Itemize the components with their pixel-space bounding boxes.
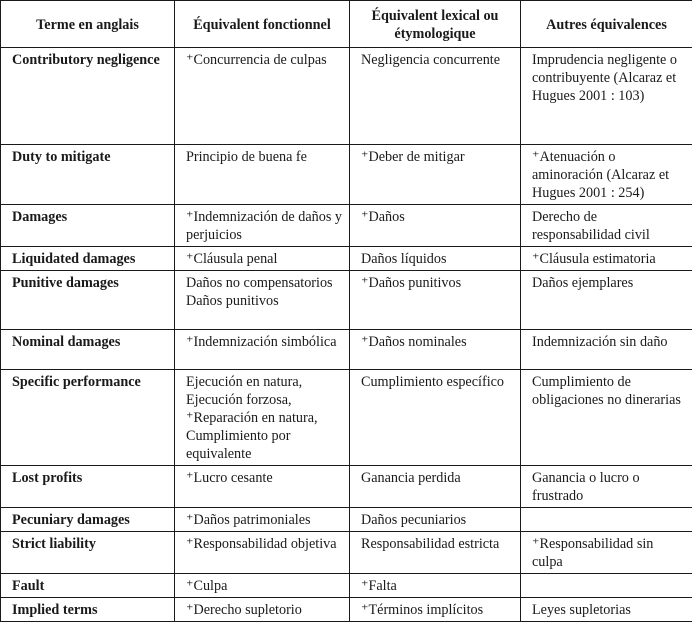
header-autres: Autres équivalences <box>521 1 692 48</box>
fonctionnel-cell <box>175 247 350 271</box>
fonctionnel-cell-text: Ejecución en natura, Ejecución forzosa, ⁺Reparación en natura, Cumplimiento por equivalente <box>186 373 343 463</box>
header-row <box>1 1 692 48</box>
term-cell-text: Duty to mitigate <box>12 148 168 166</box>
autres-cell <box>521 145 692 205</box>
lexical-cell-text: Cumplimiento específico <box>361 373 514 391</box>
fonctionnel-cell <box>175 330 350 370</box>
term-cell <box>1 48 175 145</box>
term-cell-text: Contributory negligence <box>12 51 168 69</box>
term-cell <box>1 247 175 271</box>
fonctionnel-cell <box>175 508 350 532</box>
autres-cell <box>521 330 692 370</box>
table-row <box>1 247 692 271</box>
lexical-cell <box>350 247 521 271</box>
fonctionnel-cell <box>175 466 350 508</box>
lexical-cell <box>350 205 521 247</box>
table-row <box>1 370 692 466</box>
fonctionnel-cell-text: ⁺Derecho supletorio <box>186 601 343 619</box>
table-row <box>1 145 692 205</box>
fonctionnel-cell-text: Daños no compensatorios Daños punitivos <box>186 274 343 310</box>
fonctionnel-cell <box>175 271 350 330</box>
fonctionnel-cell-text: ⁺Concurrencia de culpas <box>186 51 343 69</box>
fonctionnel-cell-text: ⁺Daños patrimoniales <box>186 511 343 529</box>
header-fonctionnel: Équivalent fonctionnel <box>175 1 350 48</box>
term-cell <box>1 271 175 330</box>
autres-cell <box>521 508 692 532</box>
fonctionnel-cell <box>175 532 350 574</box>
table-body <box>1 48 692 622</box>
lexical-cell <box>350 508 521 532</box>
lexical-cell <box>350 532 521 574</box>
autres-cell-text: ⁺Cláusula estimatoria <box>532 250 686 268</box>
autres-cell-text: ⁺Atenuación o aminoración (Alcaraz et Hugues 2001 : 254) <box>532 148 686 202</box>
fonctionnel-cell-text: ⁺Culpa <box>186 577 343 595</box>
lexical-cell-text: ⁺Términos implícitos <box>361 601 514 619</box>
lexical-cell <box>350 466 521 508</box>
lexical-cell-text: Negligencia concurrente <box>361 51 514 69</box>
autres-cell <box>521 205 692 247</box>
header-term: Terme en anglais <box>1 1 175 48</box>
table-row <box>1 574 692 598</box>
term-cell-text: Liquidated damages <box>12 250 168 268</box>
term-cell-text: Specific performance <box>12 373 168 391</box>
fonctionnel-cell <box>175 145 350 205</box>
fonctionnel-cell-text: Principio de buena fe <box>186 148 343 166</box>
term-cell <box>1 508 175 532</box>
autres-cell <box>521 532 692 574</box>
table-row <box>1 466 692 508</box>
term-cell <box>1 205 175 247</box>
header-lexical: Équivalent lexical ou étymologique <box>350 1 521 48</box>
fonctionnel-cell-text: ⁺Responsabilidad objetiva <box>186 535 343 553</box>
lexical-cell-text: ⁺Daños <box>361 208 514 226</box>
table-row <box>1 271 692 330</box>
lexical-cell-text: Daños líquidos <box>361 250 514 268</box>
fonctionnel-cell-text: ⁺Cláusula penal <box>186 250 343 268</box>
fonctionnel-cell-text: ⁺Lucro cesante <box>186 469 343 487</box>
lexical-cell-text: Responsabilidad estricta <box>361 535 514 553</box>
lexical-cell-text: ⁺Daños nominales <box>361 333 514 351</box>
term-cell-text: Strict liability <box>12 535 168 553</box>
autres-cell-text: Leyes supletorias <box>532 601 686 619</box>
lexical-cell <box>350 330 521 370</box>
autres-cell <box>521 370 692 466</box>
lexical-cell-text: Daños pecuniarios <box>361 511 514 529</box>
autres-cell-text: Indemnización sin daño <box>532 333 686 351</box>
term-cell-text: Punitive damages <box>12 274 168 292</box>
lexical-cell-text: ⁺Daños punitivos <box>361 274 514 292</box>
term-cell <box>1 532 175 574</box>
term-cell-text: Damages <box>12 208 168 226</box>
lexical-cell-text: ⁺Falta <box>361 577 514 595</box>
table-row <box>1 330 692 370</box>
fonctionnel-cell <box>175 205 350 247</box>
lexical-cell-text: Ganancia perdida <box>361 469 514 487</box>
autres-cell-text: Daños ejemplares <box>532 274 686 292</box>
autres-cell-text: Derecho de responsabilidad civil <box>532 208 686 244</box>
lexical-cell <box>350 145 521 205</box>
term-cell <box>1 330 175 370</box>
term-cell-text: Nominal damages <box>12 333 168 351</box>
autres-cell-text: ⁺Responsabilidad sin culpa <box>532 535 686 571</box>
autres-cell-text: Imprudencia negligente o contribuyente (Alcaraz et Hugues 2001 : 103) <box>532 51 686 105</box>
fonctionnel-cell <box>175 48 350 145</box>
autres-cell <box>521 247 692 271</box>
autres-cell <box>521 48 692 145</box>
term-cell <box>1 370 175 466</box>
term-cell <box>1 466 175 508</box>
lexical-cell <box>350 271 521 330</box>
term-cell-text: Implied terms <box>12 601 168 619</box>
autres-cell <box>521 271 692 330</box>
fonctionnel-cell <box>175 574 350 598</box>
lexical-cell <box>350 574 521 598</box>
fonctionnel-cell-text: ⁺Indemnización simbólica <box>186 333 343 351</box>
lexical-cell <box>350 370 521 466</box>
table-row <box>1 205 692 247</box>
fonctionnel-cell-text: ⁺Indemnización de daños y perjuicios <box>186 208 343 244</box>
fonctionnel-cell <box>175 370 350 466</box>
lexical-cell-text: ⁺Deber de mitigar <box>361 148 514 166</box>
table-row <box>1 48 692 145</box>
term-cell <box>1 574 175 598</box>
table-row <box>1 508 692 532</box>
table-row <box>1 532 692 574</box>
term-cell-text: Lost profits <box>12 469 168 487</box>
autres-cell <box>521 466 692 508</box>
term-cell-text: Pecuniary damages <box>12 511 168 529</box>
term-cell-text: Fault <box>12 577 168 595</box>
autres-cell-text: Ganancia o lucro o frustrado <box>532 469 686 505</box>
autres-cell <box>521 574 692 598</box>
lexical-cell <box>350 48 521 145</box>
term-cell <box>1 145 175 205</box>
autres-cell-text: Cumplimiento de obligaciones no dinerarias <box>532 373 686 409</box>
